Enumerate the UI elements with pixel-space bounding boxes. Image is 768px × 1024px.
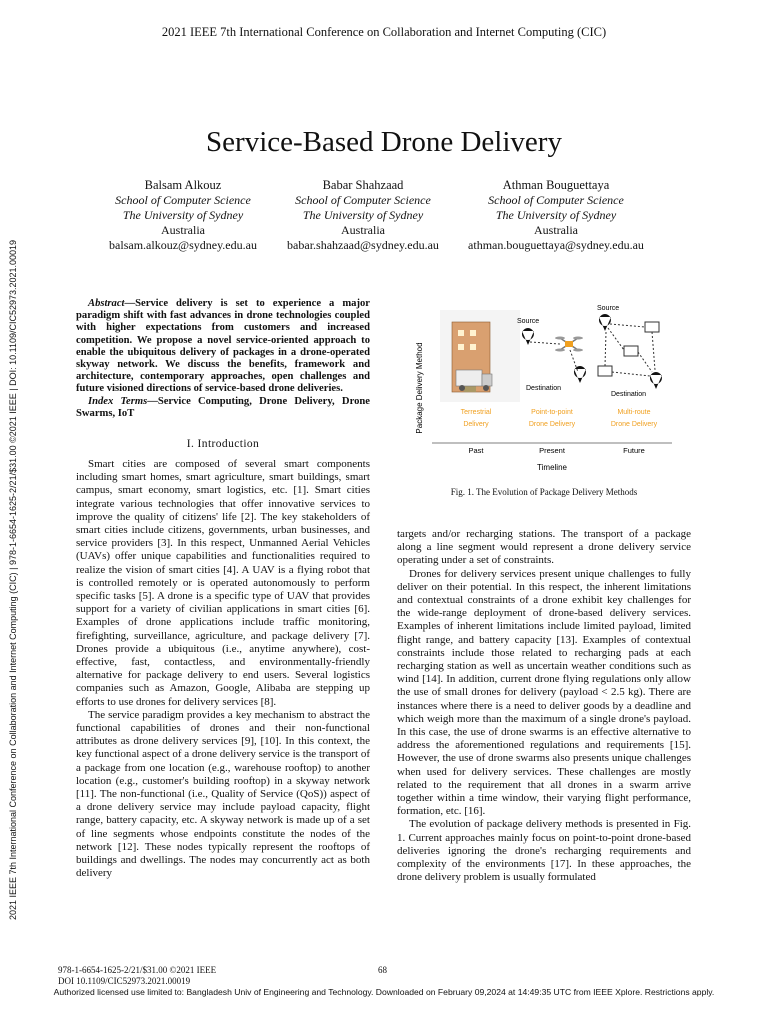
- source-label-future: Source: [597, 305, 620, 312]
- page-number: 68: [378, 965, 387, 975]
- side-doi-text: 2021 IEEE 7th International Conference on Collaboration and Internet Computing (CIC) | 978-1-6654-1625-2/21/$31.00 ©2021 IEEE | DOI: 10.1109/CIC52973.2021.00019: [8, 239, 18, 921]
- paper-title: Service-Based Drone Delivery: [206, 126, 562, 158]
- tick-label: Past: [468, 446, 484, 455]
- delivery-evolution-diagram: [410, 300, 680, 475]
- right-column-body: [397, 528, 691, 884]
- figure-1: [410, 300, 680, 475]
- destination-label-future: Destination: [611, 391, 647, 398]
- method-label: Point-to-point: [531, 409, 573, 416]
- abstract-label: Abstract: [88, 298, 125, 309]
- authorized-use-notice: Authorized licensed use limited to: Bangladesh Univ of Engineering and Technology. Downloaded on February 09,2024 at 14:49:35 UTC from IEEE Xplore. Restrictions apply.: [53, 987, 715, 997]
- figure-caption: Fig. 1. The Evolution of Package Delivery Methods: [450, 487, 638, 497]
- author-dept: School of Computer Science: [115, 193, 251, 207]
- author-country: Australia: [161, 223, 205, 237]
- author-name: Babar Shahzaad: [322, 178, 404, 192]
- method-label: Terrestrial: [460, 409, 492, 416]
- paragraph: targets and/or recharging stations. The transport of a package along a line segment would represent a drone delivery service operating under a set of constraints.: [397, 528, 691, 567]
- method-label: Drone Delivery: [610, 421, 658, 428]
- paragraph: Smart cities are composed of several smart components including smart homes, smart agriculture, smart buildings, smart campus, smart economy, smart logistics, etc. [1]. Smart cities integrate various technologies that offer innovative services to improve the quality of citizens' life [2]. The key stakeholders of smart cities include citizens, governments, urban businesses, and service providers [3]. In this respect, Unmanned Aerial Vehicles (UAVs) offer unique capabilities and functionalities required to realize the vision of smart cities [4]. A UAV is a flying robot that is controlled remotely or is operated autonomously to perform specific tasks [5]. A drone is a specific type of UAV that provides support for a variety of civilian applications in smart cities [6]. Examples of drone applications include traffic monitoring, firefighting, surveillance, agriculture, and package delivery [7]. Drones provide a ubiquitous (i.e., anytime anywhere), cost-effective, fast, contactless, and environmentally-friendly alternative for package delivery to end users. Several logistics companies such as Amazon, Google, Alibaba are stepping up efforts to use drones for delivery services [8].: [76, 458, 370, 708]
- paragraph: The service paradigm provides a key mechanism to abstract the functional capabilities of drones and their non-functional attributes as drone delivery services [9], [10]. In this context, the key functional aspect of a drone delivery service is the transport of a package from one location (e.g., warehouse rooftop) to another location (e.g., customer's building rooftop) in a skyway network [11]. The non-functional (i.e., Quality of Service (QoS)) aspect of a drone delivery service may include payload capacity, flight range, battery capacity, etc. A skyway network is made up of a set of line segments whose endpoints constitute the nodes of the network [12]. These nodes typically represent the rooftops of buildings and dwellings. The nodes may concurrently act as both delivery: [76, 708, 370, 880]
- paragraph: Drones for delivery services present unique challenges to fully deliver on their potential. In this respect, the inherent limitations and contextual constraints of a drone exhibit key challenges for the wide-range deployment of drone-based delivery services. Examples of inherent limitations include limited payload, limited flight range, and battery capacity [13]. Examples of contextual constraints include those related to recharging pads at each recharging station as well as uncertain weather conditions such as wind [14]. In addition, current drone flying regulations only allow the use of small drones for delivery (payload < 2.5 kg). There are instances where there is a need to deliver goods by a deadline and which weigh more than the maximum of a single drone's payload. In this case, the use of drone swarms is an effective alternative to address the aforementioned regulations and requirements [15]. However, the use of drone swarms also presents unique challenges when used for delivery services. These challenges are mostly related to the requirement that all drones in a swarm arrive together within a time window, their varying flight performance, formation, etc. [16].: [397, 567, 691, 818]
- y-axis-label: Package Delivery Method: [415, 342, 424, 434]
- paragraph: The evolution of package delivery methods is presented in Fig. 1. Current approaches mainly focus on point-to-point drone-based deliveries ignoring the drone's recharging requirements and complexity of the environments [17]. In these approaches, the drone delivery problem is usually formulated: [397, 818, 691, 884]
- index-terms-text: —Service Computing, Drone Delivery, Drone Swarms, IoT: [76, 395, 370, 419]
- tick-label: Present: [539, 446, 565, 455]
- source-label-present: Source: [517, 318, 540, 325]
- author-email: athman.bouguettaya@sydney.edu.au: [468, 238, 644, 252]
- author-name: Balsam Alkouz: [144, 178, 222, 192]
- footer-isbn: 978-1-6654-1625-2/21/$31.00 ©2021 IEEE: [58, 965, 217, 975]
- abstract-text: —Service delivery is set to experience a major paradigm shift with fast advances in drone technologies coupled with higher expectations from customers and increased competition. We propose a novel service-oriented approach to enable the ubiquitous delivery of packages in a drone-operated skyway network. We discuss the benefits, framework and architecture, contemporary approaches, open challenges and future visioned directions of service-based drone deliveries.: [76, 298, 370, 395]
- author-univ: The University of Sydney: [122, 208, 244, 222]
- footer-doi: DOI 10.1109/CIC52973.2021.00019: [58, 976, 191, 986]
- left-column-body: [76, 458, 370, 881]
- author-name: Athman Bouguettaya: [502, 178, 610, 192]
- tick-label: Future: [623, 446, 645, 455]
- author-univ: The University of Sydney: [495, 208, 617, 222]
- author-block-3: [431, 178, 681, 253]
- abstract: [76, 298, 370, 420]
- method-label: Delivery: [463, 421, 489, 428]
- author-email: balsam.alkouz@sydney.edu.au: [109, 238, 257, 252]
- index-terms-label: Index Terms: [88, 395, 148, 407]
- conference-header: 2021 IEEE 7th International Conference on Collaboration and Internet Computing (CIC): [161, 25, 607, 39]
- author-country: Australia: [534, 223, 578, 237]
- footer-copyright: [58, 965, 216, 987]
- author-dept: School of Computer Science: [488, 193, 624, 207]
- author-dept: School of Computer Science: [295, 193, 431, 207]
- x-axis-label: Timeline: [537, 463, 567, 472]
- author-univ: The University of Sydney: [302, 208, 424, 222]
- method-label: Multi-route: [617, 409, 651, 416]
- section-heading: I. Introduction: [186, 438, 260, 450]
- author-country: Australia: [341, 223, 385, 237]
- method-label: Drone Delivery: [528, 421, 576, 428]
- author-email: babar.shahzaad@sydney.edu.au: [287, 238, 439, 252]
- destination-label-present: Destination: [526, 385, 562, 392]
